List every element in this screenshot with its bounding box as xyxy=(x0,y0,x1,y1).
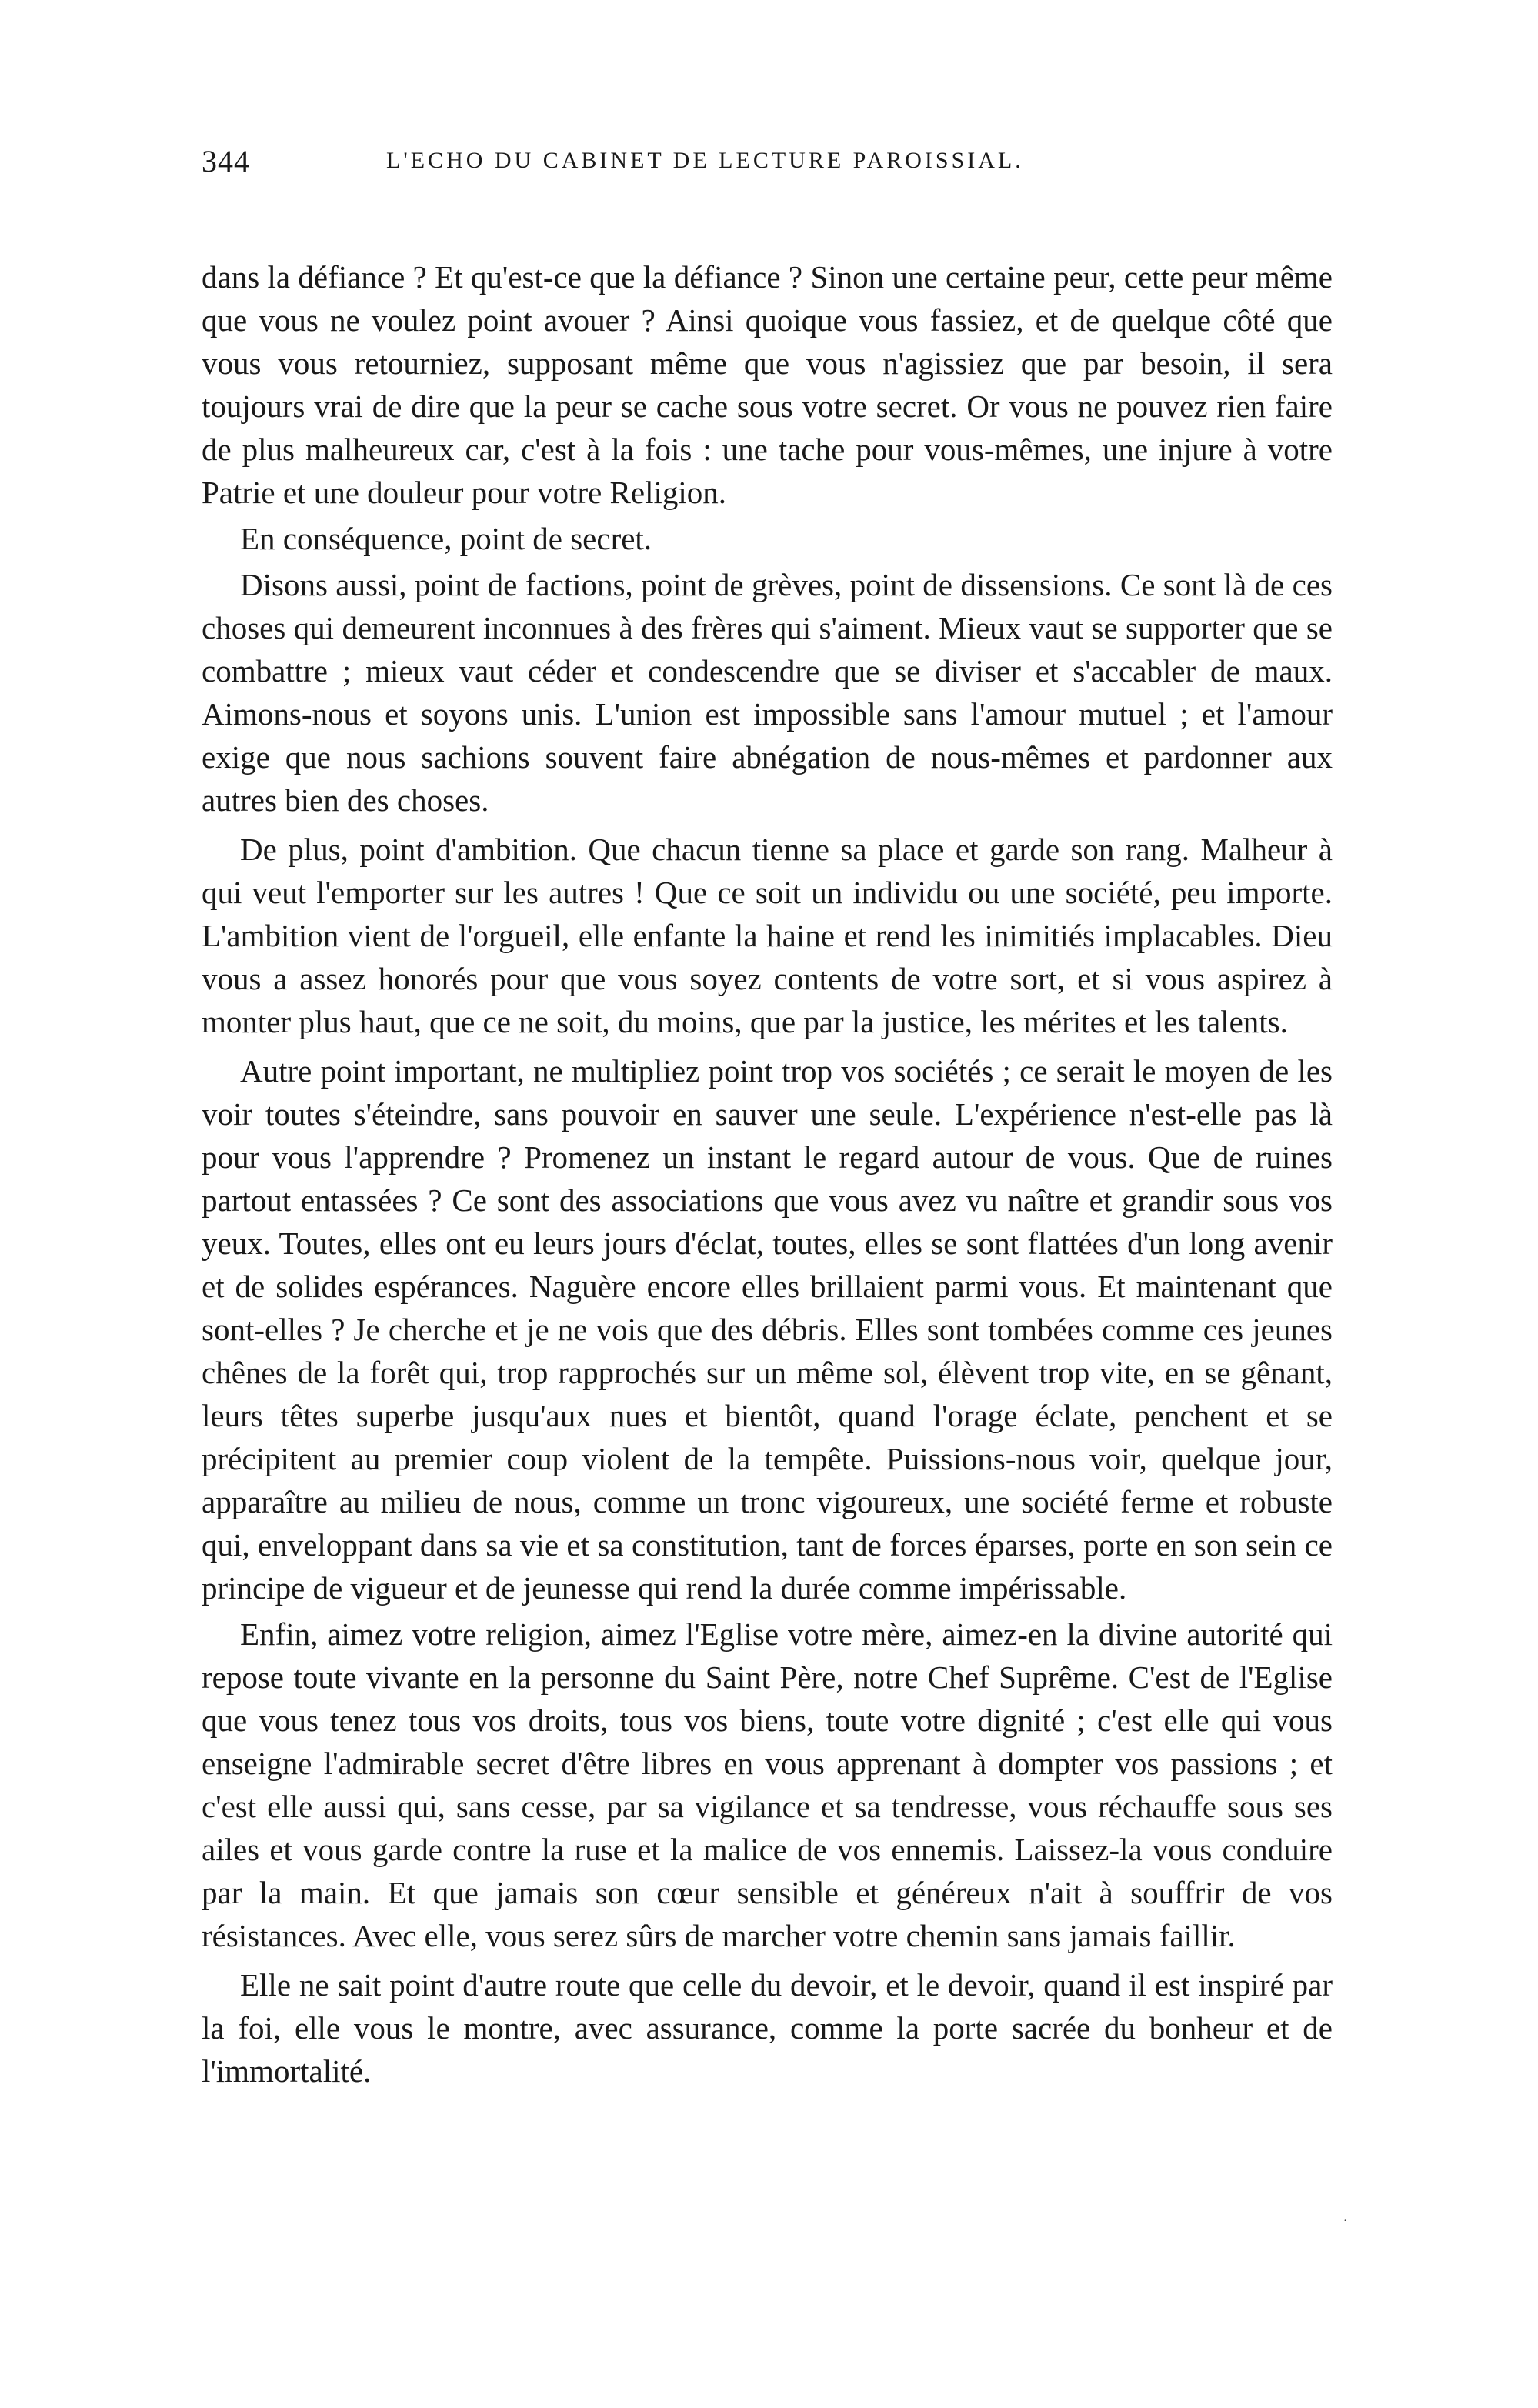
page-header xyxy=(202,143,1339,189)
body-text xyxy=(202,255,1333,2093)
running-title: L'ECHO DU CABINET DE LECTURE PAROISSIAL. xyxy=(386,148,1024,173)
paragraph-point-de-secret: En conséquence, point de secret. xyxy=(240,521,652,556)
paragraph-factions: Disons aussi, point de factions, point de grèves, point de dissensions. Ce sont là de ces choses qui demeurent inconnues à des frères qui s'aiment. Mieux vaut se supporter que se combattre ; mieux vaut céder et condescendre que se diviser et s'accabler de maux. Aimons-nous et soyons unis. L'union est impossible sans l'amour mutuel ; et l'amour exige que nous sachions souvent faire abnégation de nous-mêmes et pardonner aux autres bien des choses. xyxy=(202,567,1333,818)
margin-speck: · xyxy=(1343,2210,1349,2230)
paragraph-eglise: Enfin, aimez votre religion, aimez l'Eglise votre mère, aimez-en la divine autorité qui repose toute vivante en la personne du Saint Père, notre Chef Suprême. C'est de l'Eglise que vous tenez tous vos droits, tous vos biens, toute votre dignité ; c'est elle qui vous enseigne l'admirable secret d'être libres en vous apprenant à dompter vos passions ; et c'est elle aussi qui, sans cesse, par sa vigilance et sa tendresse, vous réchauffe sous ses ailes et vous garde contre la ruse et la malice de vos ennemis. Laissez-la vous conduire par la main. Et que jamais son cœur sensible et généreux n'ait à souffrir de vos résistances. Avec elle, vous serez sûrs de marcher votre chemin sans jamais faillir. xyxy=(202,1616,1333,1953)
paragraph-ambition: De plus, point d'ambition. Que chacun tienne sa place et garde son rang. Malheur à qui veut l'emporter sur les autres ! Que ce soit un individu ou une société, peu importe. L'ambition vient de l'orgueil, elle enfante la haine et rend les inimitiés implacables. Dieu vous a assez honorés pour que vous soyez contents de votre sort, et si vous aspirez à monter plus haut, que ce ne soit, du moins, que par la justice, les mérites et les talents. xyxy=(202,832,1333,1039)
paragraph-societes: Autre point important, ne multipliez point trop vos sociétés ; ce serait le moyen de les voir toutes s'éteindre, sans pouvoir en sauver une seule. L'expérience n'est-elle pas là pour vous l'apprendre ? Promenez un instant le regard autour de vous. Que de ruines partout entassées ? Ce sont des associations que vous avez vu naître et grandir sous vos yeux. Toutes, elles ont eu leurs jours d'éclat, toutes, elles se sont flattées d'un long avenir et de solides espérances. Naguère encore elles brillaient parmi vous. Et maintenant que sont-elles ? Je cherche et je ne vois que des débris. Elles sont tombées comme ces jeunes chênes de la forêt qui, trop rapprochés sur un même sol, élèvent trop vite, en se gênant, leurs têtes superbe jusqu'aux nues et bientôt, quand l'orage éclate, penchent et se précipitent au premier coup violent de la tempête. Puissions-nous voir, quelque jour, apparaître au milieu de nous, comme un tronc vigoureux, une société ferme et robuste qui, enveloppant dans sa vie et sa constitution, tant de forces éparses, porte en son sein ce principe de vigueur et de jeunesse qui rend la durée comme impérissable. xyxy=(202,1053,1333,1606)
page-number: 344 xyxy=(202,144,250,178)
paragraph-devoir: Elle ne sait point d'autre route que celle du devoir, et le devoir, quand il est inspiré par la foi, elle vous le montre, avec assurance, comme la porte sacrée du bonheur et de l'immortalité. xyxy=(202,1967,1333,2089)
paragraph-defiance: dans la défiance ? Et qu'est-ce que la défiance ? Sinon une certaine peur, cette peur même que vous ne voulez point avouer ? Ainsi quoique vous fassiez, et de quelque côté que vous vous retourniez, supposant même que vous n'agissiez que par besoin, il sera toujours vrai de dire que la peur se cache sous votre secret. Or vous ne pouvez rien faire de plus malheureux car, c'est à la fois : une tache pour vous-mêmes, une injure à votre Patrie et une douleur pour votre Religion. xyxy=(202,259,1333,510)
